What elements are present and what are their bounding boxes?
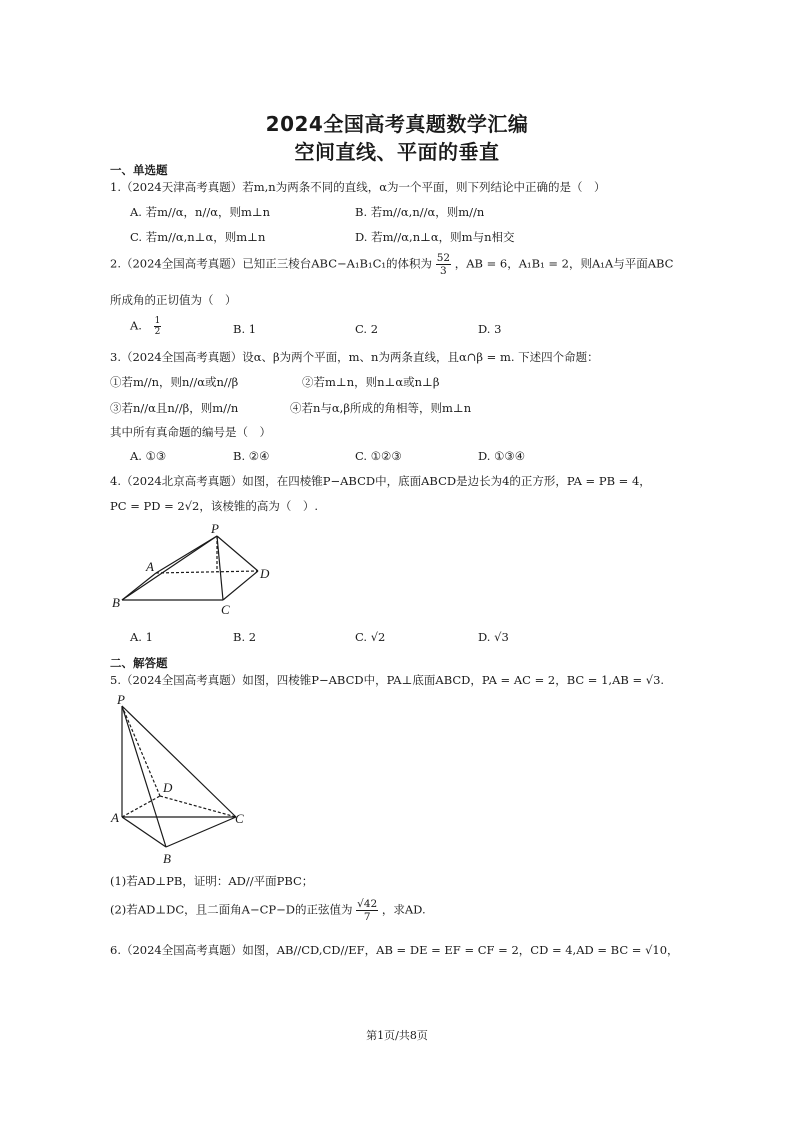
- q3-option-a: A. ①③: [130, 449, 167, 463]
- q3-proposition-4: ④若n与α,β所成的角相等，则m⊥n: [290, 401, 472, 415]
- q3-proposition-1: ①若m//n，则n//α或n//β: [110, 375, 239, 389]
- q1-option-c: C. 若m//α,n⊥α，则m⊥n: [130, 230, 266, 244]
- q4-edge-pd: [217, 536, 258, 571]
- q2-stem-after: ，AB = 6，A₁B₁ = 2，则A₁A与平面ABC: [454, 256, 674, 271]
- q3-proposition-2: ②若m⊥n，则n⊥α或n⊥β: [302, 375, 440, 389]
- q3-option-c: C. ①②③: [355, 449, 402, 463]
- page-title-line2: 空间直线、平面的垂直: [294, 140, 500, 164]
- q2-frac-den: 3: [440, 265, 447, 277]
- q5-label-b: B: [163, 851, 171, 866]
- q5-label-d: D: [163, 780, 173, 795]
- page-title-line1: 2024全国高考真题数学汇编: [265, 112, 529, 136]
- q4-option-d: D. √3: [478, 630, 509, 644]
- q3-ask: 其中所有真命题的编号是（ ）: [110, 425, 271, 439]
- q2-option-d: D. 3: [478, 322, 502, 336]
- q4-edge-cd: [223, 571, 258, 600]
- q2-option-a-den: 2: [154, 327, 161, 337]
- q5-pyramid-figure: [108, 692, 258, 870]
- q5-label-p: P: [117, 692, 125, 707]
- q2-option-c: C. 2: [355, 322, 379, 336]
- q5-part2-after: ，求AD.: [381, 902, 426, 917]
- q5-label-c: C: [235, 811, 244, 826]
- q4-stem: 4.（2024北京高考真题）如图，在四棱锥P−ABCD中，底面ABCD是边长为4的正方形，PA = PB = 4，: [110, 474, 651, 488]
- q6-stem: 6.（2024全国高考真题）如图，AB//CD,CD//EF，AB = DE = EF = CF = 2，CD = 4,AD = BC = √10，: [110, 943, 679, 957]
- q2-frac-num: 52: [436, 252, 451, 264]
- q4-hidden-edge-ad: [156, 571, 258, 573]
- q4-label-p: P: [211, 521, 219, 536]
- q5-part2-before: (2)若AD⊥DC，且二面角A−CP−D的正弦值为: [110, 902, 353, 917]
- q5-part2-den: 7: [363, 911, 371, 923]
- q2-option-a-fraction: [154, 316, 162, 337]
- q5-part2-num: √42: [357, 898, 378, 910]
- section-heading-single-choice: 一、单选题: [110, 163, 168, 177]
- q4-label-a: A: [146, 559, 154, 574]
- q3-stem: 3.（2024全国高考真题）设α、β为两个平面，m、n为两条直线，且α∩β = m. 下述四个命题：: [110, 350, 599, 364]
- q4-option-b: B. 2: [233, 630, 257, 644]
- q5-part1: (1)若AD⊥PB，证明：AD//平面PBC；: [110, 874, 314, 888]
- q4-edge-pc: [217, 536, 223, 600]
- q1-option-d: D. 若m//α,n⊥α，则m与n相交: [355, 230, 515, 244]
- q5-hidden-edge-ad: [122, 796, 160, 817]
- q2-stem-line2: 所成角的正切值为（ ）: [110, 293, 237, 307]
- q2-stem: [110, 252, 673, 277]
- q4-stem-line2: PC = PD = 2√2，该棱锥的高为（ ）.: [110, 499, 319, 513]
- q3-option-b: B. ②④: [233, 449, 270, 463]
- q5-part2: [110, 898, 426, 923]
- q1-option-a: A. 若m//α，n//α，则m⊥n: [130, 205, 271, 219]
- q2-option-b: B. 1: [233, 322, 257, 336]
- q4-label-b: B: [112, 595, 120, 610]
- q2-option-a-prefix: A.: [130, 318, 142, 333]
- q4-option-c: C. √2: [355, 630, 386, 644]
- q4-edge-bp: [122, 536, 217, 600]
- q2-option-a-num: 1: [154, 316, 161, 326]
- q5-hidden-edge-pd: [122, 706, 160, 796]
- q4-label-d: D: [260, 566, 270, 581]
- section-heading-solution: 二、解答题: [110, 656, 168, 670]
- q5-part2-fraction: [356, 898, 378, 923]
- q5-label-a: A: [111, 810, 119, 825]
- q3-option-d: D. ①③④: [478, 449, 526, 463]
- q5-edge-ab: [122, 817, 166, 847]
- q4-label-c: C: [221, 602, 230, 617]
- q4-option-a: A. 1: [130, 630, 153, 644]
- page-number-footer: 第1页/共8页: [366, 1029, 428, 1042]
- q2-stem-before: 2.（2024全国高考真题）已知正三棱台ABC−A₁B₁C₁的体积为: [110, 256, 433, 271]
- q4-pyramid-figure: [108, 518, 283, 618]
- q1-stem: 1.（2024天津高考真题）若m,n为两条不同的直线，α为一个平面，则下列结论中正确的是（ ）: [110, 180, 606, 194]
- q2-volume-fraction: [436, 252, 451, 277]
- q5-edge-bc: [166, 817, 236, 847]
- q3-proposition-3: ③若n//α且n//β，则m//n: [110, 401, 239, 415]
- q5-stem: 5.（2024全国高考真题）如图，四棱锥P−ABCD中，PA⊥底面ABCD，PA = AC = 2，BC = 1,AB = √3.: [110, 673, 665, 687]
- q2-option-a: [130, 316, 161, 337]
- q1-option-b: B. 若m//α,n//α，则m//n: [355, 205, 485, 219]
